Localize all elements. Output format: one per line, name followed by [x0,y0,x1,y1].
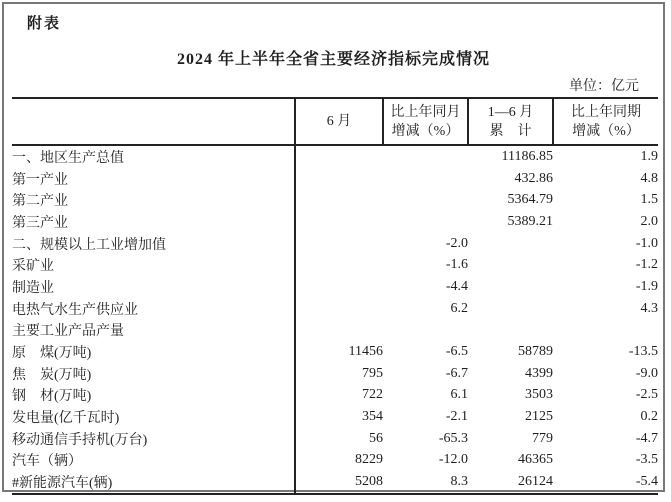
row-label: 制造业 [12,276,295,298]
cell-june-value: 5208 [355,474,383,490]
table-row [12,471,658,494]
cell-mom-change: -4.4 [445,278,468,294]
col-header-june [295,98,383,145]
page-title: 2024 年上半年全省主要经济指标完成情况 [176,51,490,68]
cell-yoy-change: 4.8 [640,170,658,186]
col-header-yoy-line1: 比上年同期 [571,104,641,120]
row-label: 汽车（辆） [12,450,295,472]
col-header-cumulative-line1: 1—6 月 [487,104,534,120]
table-row [12,385,658,407]
row-label: 移动通信手持机(万台) [12,428,295,450]
cell-mom-change [383,145,468,168]
cell-yoy-change: -2.5 [635,387,658,403]
row-label: #新能源汽车(辆) [12,471,295,494]
cell-june-value: 8229 [355,452,383,468]
cell-yoy-change: -1.9 [635,278,658,294]
cell-june-value [295,276,383,298]
cell-june-value [295,189,383,211]
cell-cumulative-value: 58789 [518,344,553,360]
cell-yoy-change: -3.5 [635,452,658,468]
cell-yoy-change: -13.5 [628,344,658,360]
table-row [12,341,658,363]
col-header-june-line1: 6 月 [326,114,352,129]
cell-yoy-change: -5.4 [635,474,658,490]
row-label: 原 煤(万吨) [12,341,295,363]
col-header-yoy-change [553,98,658,145]
table-row [12,254,658,276]
col-header-mom-line2: 增减（%） [391,123,460,139]
row-label: 发电量(亿千瓦时) [12,406,295,428]
table-row [12,298,658,320]
cell-june-value: 722 [362,387,383,403]
cell-june-value [295,233,383,255]
cell-mom-change [383,211,468,233]
table-row [12,233,658,255]
table-header [12,98,658,145]
cell-cumulative-value [468,298,553,320]
cell-cumulative-value: 5364.79 [507,192,553,208]
cell-june-value [295,168,383,190]
col-header-cumulative-line2: 累 计 [489,123,532,139]
table-row [12,211,658,233]
cell-yoy-change: 1.9 [640,148,658,164]
col-header-indicator [12,98,295,145]
table-row [12,450,658,472]
cell-yoy-change: 0.2 [640,409,658,425]
cell-cumulative-value: 4399 [525,365,553,381]
row-label: 焦 炭(万吨) [12,363,295,385]
cell-cumulative-value: 2125 [525,409,553,425]
cell-cumulative-value [468,276,553,298]
table-row [12,168,658,190]
cell-yoy-change: -1.0 [635,235,658,251]
row-label: 二、规模以上工业增加值 [12,233,295,255]
cell-cumulative-value [468,233,553,255]
cell-mom-change [383,189,468,211]
cell-mom-change: -6.5 [445,344,468,360]
cell-june-value: 56 [369,430,383,446]
cell-june-value [295,298,383,320]
table-row [12,320,658,342]
cell-mom-change [383,320,468,342]
row-label: 第一产业 [12,168,295,190]
cell-mom-change: -2.1 [445,409,468,425]
cell-mom-change: -6.7 [445,365,468,381]
cell-cumulative-value: 5389.21 [507,213,553,229]
col-header-yoy-line2: 增减（%） [572,123,640,139]
col-header-cumulative [468,98,553,145]
row-label: 主要工业产品产量 [12,320,295,342]
col-header-mom-change [383,98,468,145]
row-label: 第三产业 [12,211,295,233]
cell-cumulative-value: 26124 [518,474,553,490]
cell-june-value [295,320,383,342]
cell-cumulative-value: 779 [532,430,553,446]
cell-yoy-change: -4.7 [635,430,658,446]
cell-mom-change: -65.3 [438,430,468,446]
cell-june-value [295,211,383,233]
table-row [12,276,658,298]
cell-june-value: 795 [362,365,383,381]
cell-mom-change: -1.6 [445,257,468,273]
cell-mom-change: -2.0 [445,235,468,251]
table-row [12,363,658,385]
table-row [12,406,658,428]
cell-mom-change [383,168,468,190]
cell-mom-change: 6.1 [450,387,468,403]
appendix-label: 附表 [27,16,62,32]
row-label: 一、地区生产总值 [12,145,295,168]
table-body [12,145,658,494]
cell-june-value: 354 [362,409,383,425]
col-header-mom-line1: 比上年同月 [390,104,461,120]
table-row [12,145,658,168]
cell-yoy-change: -9.0 [635,365,658,381]
row-label: 第二产业 [12,189,295,211]
cell-june-value: 11456 [348,344,383,360]
cell-mom-change: 8.3 [450,474,468,490]
header-row [12,98,658,145]
cell-mom-change: 6.2 [450,300,468,316]
cell-cumulative-value [468,254,553,276]
cell-june-value [295,254,383,276]
document-page [2,2,665,492]
row-label: 采矿业 [12,254,295,276]
cell-yoy-change: 2.0 [640,213,658,229]
cell-yoy-change: 4.3 [640,300,658,316]
row-label: 电热气水生产供应业 [12,298,295,320]
cell-cumulative-value: 432.86 [514,170,553,186]
unit-note: 单位：亿元 [569,79,639,94]
cell-cumulative-value [468,320,553,342]
cell-mom-change: -12.0 [438,452,468,468]
economic-indicators-table [12,97,658,495]
cell-yoy-change [553,320,658,342]
cell-yoy-change: -1.2 [635,257,658,273]
cell-june-value [295,145,383,168]
cell-cumulative-value: 11186.85 [501,148,553,164]
table-row [12,428,658,450]
cell-cumulative-value: 3503 [525,387,553,403]
table-row [12,189,658,211]
cell-yoy-change: 1.5 [640,192,658,208]
cell-cumulative-value: 46365 [518,452,553,468]
row-label: 钢 材(万吨) [12,385,295,407]
